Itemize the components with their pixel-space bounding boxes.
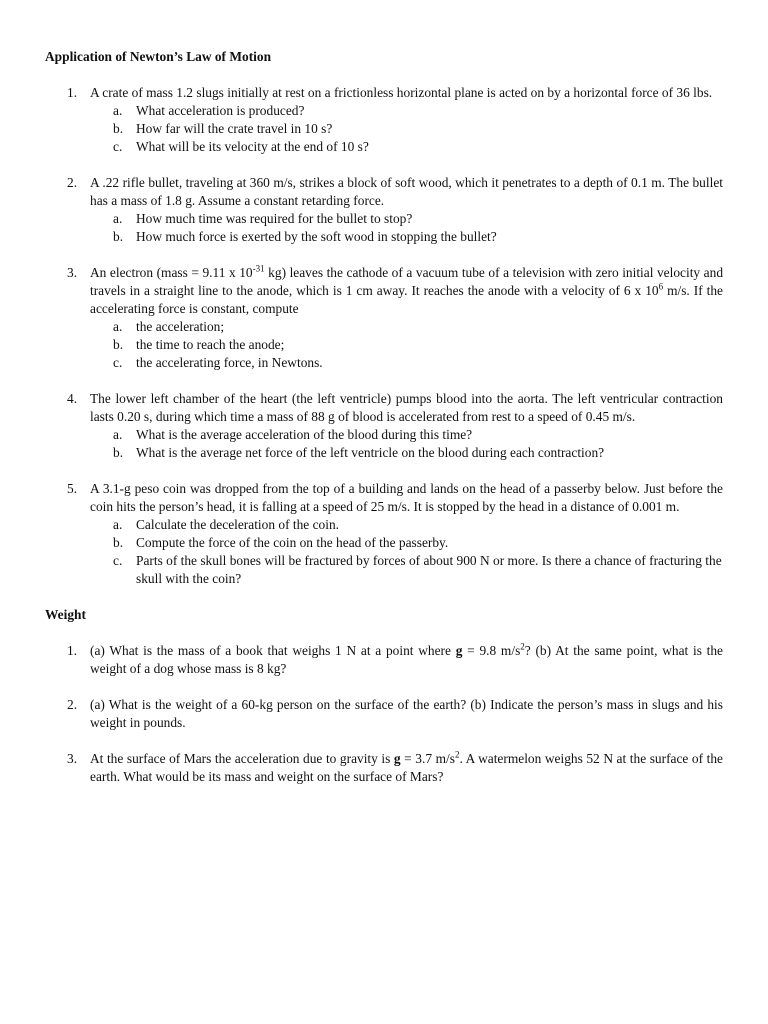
exponent: 6	[658, 281, 664, 292]
problem-item	[45, 696, 723, 732]
spacer	[45, 372, 723, 390]
problem-number: 1.	[67, 85, 78, 100]
sub-letter: b.	[113, 229, 124, 244]
document-page	[45, 48, 723, 786]
sub-question-list	[90, 426, 723, 462]
exponent: 2	[520, 641, 525, 652]
problem-number: 2.	[67, 175, 78, 190]
problem-text: A crate of mass 1.2 slugs initially at rest on a frictionless horizontal plane is acted on by a horizontal force of 36 lbs.	[90, 85, 713, 100]
problem-text-part: ? (b) At the same point, what is the weight of a dog whose mass is 8 kg?	[90, 643, 724, 676]
sub-letter: c.	[113, 355, 123, 370]
sub-question-list	[90, 318, 723, 372]
sub-question-list	[90, 516, 723, 588]
spacer	[45, 246, 723, 264]
problem-text: The lower left chamber of the heart (the left ventricle) pumps blood into the aorta. The left ventricular contraction lasts 0.20 s, during which time a mass of 88 g of blood is accelerated from rest to a speed of 0.45 m/s.	[90, 391, 723, 424]
problem-text-part: At the surface of Mars the acceleration due to gravity is	[90, 751, 394, 766]
sub-question	[90, 354, 723, 372]
sub-letter: a.	[113, 319, 123, 334]
problem-item	[45, 84, 723, 156]
sub-question	[90, 444, 723, 462]
sub-question	[90, 138, 723, 156]
sub-question-text: What will be its velocity at the end of 10 s?	[136, 139, 369, 154]
sub-question	[90, 336, 723, 354]
sub-question	[90, 516, 723, 534]
problem-text-part: An electron (mass = 9.11 x 10	[90, 265, 253, 280]
problem-text: (a) What is the weight of a 60-kg person on the surface of the earth? (b) Indicate the person’s mass in slugs and his weight in pounds.	[90, 697, 723, 730]
sub-question	[90, 120, 723, 138]
gravity-symbol: g	[455, 643, 463, 658]
sub-question-text: How much time was required for the bullet to stop?	[136, 211, 413, 226]
sub-question	[90, 318, 723, 336]
sub-question	[90, 426, 723, 444]
problem-text-part: . A watermelon weighs 52 N at the surface of the earth. What would be its mass and weight on the surface of Mars?	[90, 751, 723, 784]
problem-text-part: kg) leaves the cathode of a vacuum tube of a television with zero initial velocity and travels in a straight line to the anode, which is 1 cm away. It reaches the anode with a velocity of 6 x 10	[90, 265, 724, 298]
problem-text-part: = 9.8 m/s	[462, 643, 521, 658]
sub-letter: a.	[113, 211, 123, 226]
problem-number: 3.	[67, 265, 78, 280]
spacer	[45, 678, 723, 696]
problem-number: 4.	[67, 391, 78, 406]
sub-letter: b.	[113, 121, 124, 136]
problem-text-part: = 3.7 m/s	[400, 751, 455, 766]
sub-question-text: Parts of the skull bones will be fractured by forces of about 900 N or more. Is there a chance of fracturing the skull with the coin?	[136, 553, 722, 586]
newton-problem-list	[45, 84, 723, 588]
problem-number: 1.	[67, 643, 78, 658]
spacer	[45, 732, 723, 750]
gravity-symbol: g	[393, 751, 401, 766]
sub-question	[90, 210, 723, 228]
sub-question-text: What is the average net force of the left ventricle on the blood during each contraction?	[136, 445, 605, 460]
sub-question	[90, 552, 723, 588]
sub-letter: c.	[113, 553, 123, 568]
problem-item	[45, 264, 723, 372]
sub-question-text: Calculate the deceleration of the coin.	[136, 517, 339, 532]
sub-question-text: What acceleration is produced?	[136, 103, 305, 118]
section-title-weight: Weight	[45, 607, 86, 622]
problem-item	[45, 480, 723, 588]
sub-question-text: the acceleration;	[136, 319, 225, 334]
problem-text: A .22 rifle bullet, traveling at 360 m/s, strikes a block of soft wood, which it penetrates to a depth of 0.1 m. The bullet has a mass of 1.8 g. Assume a constant retarding force.	[90, 175, 723, 208]
sub-letter: b.	[113, 445, 124, 460]
weight-problem-list	[45, 642, 723, 786]
exponent: -31	[252, 263, 265, 274]
sub-question	[90, 534, 723, 552]
problem-item	[45, 390, 723, 462]
sub-question-text: How far will the crate travel in 10 s?	[136, 121, 333, 136]
sub-question-text: How much force is exerted by the soft wood in stopping the bullet?	[136, 229, 497, 244]
problem-text-part: m/s. If the accelerating force is constant, compute	[90, 283, 723, 316]
sub-letter: a.	[113, 103, 123, 118]
sub-letter: a.	[113, 517, 123, 532]
problem-number: 5.	[67, 481, 78, 496]
spacer	[45, 156, 723, 174]
problem-text-part: (a) What is the mass of a book that weighs 1 N at a point where	[90, 643, 456, 658]
sub-letter: c.	[113, 139, 123, 154]
sub-question-list	[90, 102, 723, 156]
sub-question	[90, 102, 723, 120]
problem-item	[45, 750, 723, 786]
sub-question-list	[90, 210, 723, 246]
section-title-newton: Application of Newton’s Law of Motion	[45, 49, 272, 64]
sub-question-text: What is the average acceleration of the blood during this time?	[136, 427, 473, 442]
exponent: 2	[454, 749, 460, 760]
problem-number: 3.	[67, 751, 78, 766]
sub-question-text: the time to reach the anode;	[136, 337, 285, 352]
sub-question-text: Compute the force of the coin on the head of the passerby.	[136, 535, 449, 550]
problem-number: 2.	[67, 697, 78, 712]
problem-item	[45, 174, 723, 246]
spacer	[45, 462, 723, 480]
problem-item	[45, 642, 723, 678]
sub-letter: a.	[113, 427, 123, 442]
sub-letter: b.	[113, 535, 124, 550]
problem-text: A 3.1-g peso coin was dropped from the top of a building and lands on the head of a passerby below. Just before the coin hits the person’s head, it is falling at a speed of 25 m/s. It is stopped by the head in a distance of 0.001 m.	[90, 481, 723, 514]
sub-question	[90, 228, 723, 246]
sub-letter: b.	[113, 337, 124, 352]
sub-question-text: the accelerating force, in Newtons.	[136, 355, 323, 370]
